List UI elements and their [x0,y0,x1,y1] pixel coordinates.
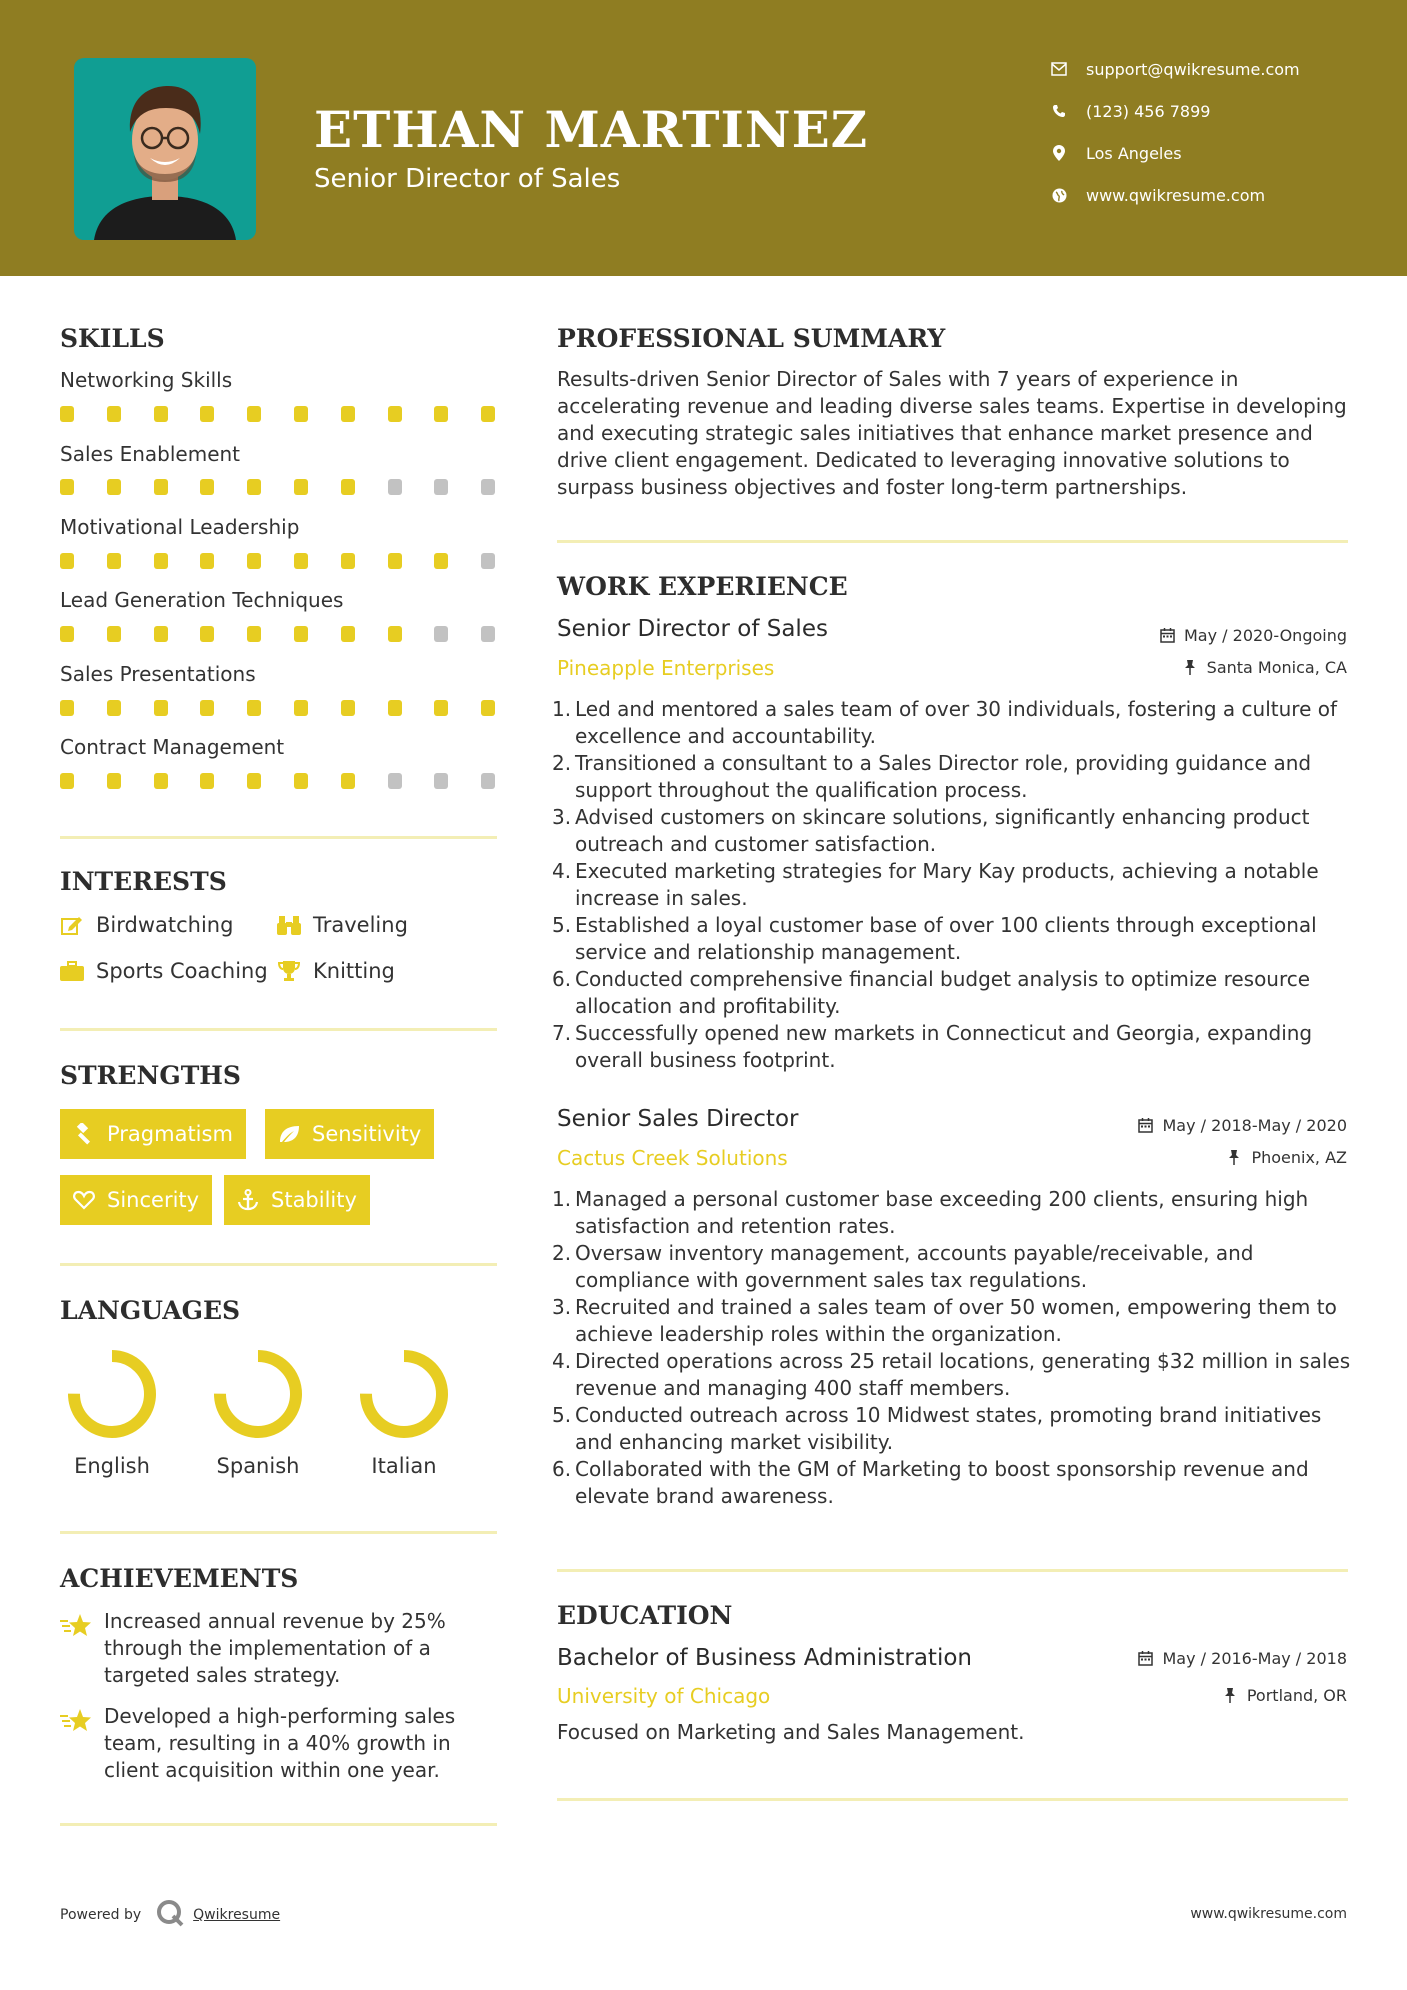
map-pin-icon [1050,144,1068,162]
contact-website-text: www.qwikresume.com [1086,185,1266,205]
binoculars-icon [277,913,301,937]
job-bullet-text: Advised customers on skincare solutions, significantly enhancing product outreach and customer satisfaction. [575,805,1310,856]
contact-location [1050,140,1390,166]
job-bullet: 4. Executed marketing strategies for Mary Kay products, achieving a notable increase in sales. [552,859,1319,910]
section-divider [60,1823,497,1826]
skill-dot-filled [247,553,261,569]
job-bullet: 2. Oversaw inventory management, accounts payable/receivable, and compliance with government sales tax regulations. [552,1241,1254,1292]
education-date-text: May / 2016-May / 2018 [1162,1649,1347,1668]
pushpin-icon [1226,1150,1242,1166]
skill-dot-filled [294,553,308,569]
pencil-icon [60,913,84,937]
language-name: English [74,1454,150,1478]
interest-label: Knitting [313,959,395,983]
experience-title: WORK EXPERIENCE [557,572,848,601]
contact-email[interactable] [1050,56,1390,82]
education-date [1138,1649,1348,1668]
skill-dot-empty [481,773,495,789]
strength-label: Pragmatism [107,1122,233,1146]
job-bullet: 6. Collaborated with the GM of Marketing to boost sponsorship revenue and elevate brand awareness. [552,1457,1309,1508]
job-bullet-text: Conducted outreach across 10 Midwest states, promoting brand initiatives and enhancing market visibility. [575,1403,1322,1454]
job-date [1138,1116,1348,1135]
job-bullet-text: Oversaw inventory management, accounts payable/receivable, and compliance with government sales tax regulations. [575,1241,1254,1292]
education-location-text: Portland, OR [1246,1686,1347,1705]
header-banner [0,0,1407,276]
skill-dot-filled [294,626,308,642]
job-bullet-text: Led and mentored a sales team of over 30 individuals, fostering a culture of excellence and accountability. [575,697,1338,748]
interest-label: Birdwatching [96,913,234,937]
job-bullet: 5. Conducted outreach across 10 Midwest states, promoting brand initiatives and enhancing market visibility. [552,1403,1322,1454]
job-bullet-text: Executed marketing strategies for Mary Kay products, achieving a notable increase in sales. [575,859,1319,910]
language-name: Italian [371,1454,437,1478]
skill-dot-filled [434,700,448,716]
education-description: Focused on Marketing and Sales Management. [557,1720,1025,1744]
language-arc [366,1356,442,1432]
skill-name: Sales Presentations [60,662,256,686]
strength-label: Sincerity [107,1188,200,1212]
degree-title: Bachelor of Business Administration [557,1645,972,1671]
achievement-item [60,1703,500,1784]
skill-dot-filled [107,553,121,569]
trophy-icon [277,959,301,983]
calendar-icon [1138,1651,1154,1667]
shooting-star-icon [60,1612,92,1638]
job-bullet: 3. Recruited and trained a sales team of over 50 women, empowering them to achieve leadership roles within the organization. [552,1295,1337,1346]
pushpin-icon [1182,660,1198,676]
language-progress-ring [356,1346,452,1442]
contact-location-text: Los Angeles [1086,143,1182,163]
skill-dot-filled [294,406,308,422]
job-bullet-text: Established a loyal customer base of over 100 clients through exceptional service and relationship management. [575,913,1317,964]
skill-dot-filled [388,406,402,422]
skill-dot-filled [388,626,402,642]
skill-dot-filled [60,773,74,789]
interests-title: INTERESTS [60,867,227,896]
job-location-text: Phoenix, AZ [1251,1148,1347,1167]
skill-dot-filled [200,773,214,789]
skill-dot-filled [341,406,355,422]
pushpin-icon [1222,1688,1238,1704]
strength-label: Sensitivity [312,1122,422,1146]
section-divider [60,836,497,839]
languages-title: LANGUAGES [60,1296,241,1325]
skill-dot-filled [154,773,168,789]
job-bullet: 1. Led and mentored a sales team of over 30 individuals, fostering a culture of excellence and accountability. [552,697,1338,748]
summary-text: Results-driven Senior Director of Sales with 7 years of experience in accelerating revenue and leading diverse sales teams. Expertise in developing and executing strategic sales initiatives that enhance market presence and drive client engagement. Dedicated to leveraging innovative solutions to surpass business objectives and foster long-term partnerships. [557,367,1347,499]
strengths-title: STRENGTHS [60,1061,241,1090]
skill-dot-filled [341,626,355,642]
skill-dot-empty [388,479,402,495]
school-name: University of Chicago [557,1684,771,1708]
skill-dot-filled [247,700,261,716]
powered-by-text: Powered by [60,1907,142,1923]
section-divider [60,1263,497,1266]
skill-dot-filled [294,773,308,789]
interest-item [60,912,233,938]
job-bullet-text: Managed a personal customer base exceeding 200 clients, ensuring high satisfaction and retention rates. [575,1187,1309,1238]
skill-dot-filled [200,700,214,716]
skill-dot-empty [481,479,495,495]
strength-tag [265,1109,434,1159]
briefcase-icon [60,959,84,983]
job-title: Senior Director of Sales [557,616,828,642]
job-location [1182,658,1347,677]
job-bullet: 3. Advised customers on skincare solutions, significantly enhancing product outreach and customer satisfaction. [552,805,1310,856]
section-divider [60,1531,497,1534]
skill-name: Motivational Leadership [60,515,300,539]
language-progress-ring [64,1346,160,1442]
job-bullet: 4. Directed operations across 25 retail locations, generating $32 million in sales revenue and managing 400 staff members. [552,1349,1351,1400]
job-bullet-text: Recruited and trained a sales team of over 50 women, empowering them to achieve leadership roles within the organization. [575,1295,1337,1346]
skill-dot-filled [247,479,261,495]
skill-dot-filled [60,479,74,495]
job-bullet-text: Conducted comprehensive financial budget analysis to optimize resource allocation and profitability. [575,967,1311,1018]
qwikresume-logo-icon [155,1898,185,1932]
skill-rating [60,479,500,495]
job-bullets [552,1186,1357,1510]
calendar-icon [1138,1118,1154,1134]
strength-label: Stability [271,1188,357,1212]
interest-label: Sports Coaching [96,959,268,983]
candidate-name: ETHAN MARTINEZ [314,100,869,159]
job-title: Senior Sales Director [557,1106,799,1132]
job-bullet-text: Successfully opened new markets in Connecticut and Georgia, expanding overall business footprint. [575,1021,1313,1072]
strength-tag [60,1109,246,1159]
interest-label: Traveling [313,913,408,937]
job-bullet-text: Directed operations across 25 retail locations, generating $32 million in sales revenue and managing 400 staff members. [575,1349,1351,1400]
footer-powered-by [60,1898,280,1932]
skill-name: Contract Management [60,735,285,759]
skill-dot-filled [434,406,448,422]
skill-dot-filled [200,553,214,569]
contact-email-text: support@qwikresume.com [1086,59,1300,79]
interest-item [277,912,408,938]
skill-dot-filled [388,700,402,716]
strength-tag [224,1175,370,1225]
language-item [52,1346,172,1478]
heart-icon [73,1189,95,1211]
skill-dot-filled [247,773,261,789]
skill-name: Sales Enablement [60,442,241,466]
section-divider [557,1569,1348,1572]
interest-item [60,958,268,984]
contact-phone-text: (123) 456 7899 [1086,101,1211,121]
job-location [1226,1148,1347,1167]
skill-dot-filled [481,406,495,422]
skill-dot-filled [247,626,261,642]
company-name: Pineapple Enterprises [557,656,775,680]
profile-photo [74,58,256,240]
skill-name: Lead Generation Techniques [60,588,344,612]
gavel-icon [73,1123,95,1145]
skill-dot-empty [434,773,448,789]
anchor-icon [237,1189,259,1211]
skill-dot-filled [154,553,168,569]
globe-icon [1050,186,1068,204]
skill-dot-filled [107,479,121,495]
envelope-icon [1050,60,1068,78]
footer-website[interactable]: www.qwikresume.com [1190,1906,1347,1922]
strength-tag [60,1175,212,1225]
skill-name: Networking Skills [60,368,233,392]
contact-website[interactable] [1050,182,1390,208]
section-divider [557,540,1348,543]
summary-title: PROFESSIONAL SUMMARY [557,324,946,353]
job-bullet: 7. Successfully opened new markets in Connecticut and Georgia, expanding overall business footprint. [552,1021,1313,1072]
skill-dot-filled [200,479,214,495]
qwikresume-link[interactable]: Qwikresume [193,1907,281,1923]
skill-dot-filled [434,553,448,569]
skill-dot-filled [60,700,74,716]
candidate-role: Senior Director of Sales [314,164,621,194]
job-bullet: 1. Managed a personal customer base exceeding 200 clients, ensuring high satisfaction and retention rates. [552,1187,1309,1238]
language-arc [220,1356,296,1432]
skill-dot-empty [434,479,448,495]
achievements-title: ACHIEVEMENTS [60,1564,299,1593]
skill-dot-filled [341,773,355,789]
contact-phone[interactable] [1050,98,1390,124]
skill-dot-filled [60,553,74,569]
job-date [1159,626,1347,645]
skill-dot-filled [154,406,168,422]
achievement-text: Increased annual revenue by 25% through the implementation of a targeted sales strategy. [104,1609,446,1687]
skill-dot-empty [388,773,402,789]
language-arc [74,1356,150,1432]
job-date-text: May / 2020-Ongoing [1184,626,1347,645]
section-divider [557,1798,1348,1801]
skill-rating [60,406,500,422]
job-location-text: Santa Monica, CA [1206,658,1347,677]
skill-dot-filled [294,479,308,495]
skill-dot-filled [247,406,261,422]
achievement-item [60,1608,500,1689]
skill-dot-filled [60,626,74,642]
interest-item [277,958,395,984]
skill-dot-filled [107,626,121,642]
language-progress-ring [210,1346,306,1442]
skill-dot-filled [388,553,402,569]
job-bullet: 6. Conducted comprehensive financial budget analysis to optimize resource allocation and profitability. [552,967,1311,1018]
skill-dot-filled [154,626,168,642]
job-bullet: 5. Established a loyal customer base of over 100 clients through exceptional service and relationship management. [552,913,1317,964]
language-name: Spanish [216,1454,300,1478]
skill-dot-filled [200,626,214,642]
phone-icon [1050,102,1068,120]
skill-dot-filled [341,553,355,569]
skill-dot-filled [341,700,355,716]
skill-dot-filled [154,479,168,495]
education-location [1222,1686,1347,1705]
job-bullet: 2. Transitioned a consultant to a Sales Director role, providing guidance and support throughout the qualification process. [552,751,1312,802]
job-date-text: May / 2018-May / 2020 [1162,1116,1347,1135]
skills-title: SKILLS [60,324,165,353]
skill-dot-empty [481,553,495,569]
language-item [198,1346,318,1478]
language-item [344,1346,464,1478]
skill-dot-filled [107,700,121,716]
skill-rating [60,773,500,789]
skill-rating [60,553,500,569]
shooting-star-icon [60,1707,92,1733]
skill-dot-filled [200,406,214,422]
skill-rating [60,626,500,642]
achievement-text: Developed a high-performing sales team, resulting in a 40% growth in client acquisition within one year. [104,1704,456,1782]
calendar-icon [1159,628,1175,644]
skill-dot-filled [481,700,495,716]
skill-dot-empty [434,626,448,642]
job-bullet-text: Transitioned a consultant to a Sales Director role, providing guidance and support throughout the qualification process. [575,751,1312,802]
company-name: Cactus Creek Solutions [557,1146,788,1170]
job-bullet-text: Collaborated with the GM of Marketing to boost sponsorship revenue and elevate brand awareness. [575,1457,1309,1508]
skill-dot-filled [341,479,355,495]
skill-dot-empty [481,626,495,642]
education-title: EDUCATION [557,1601,733,1630]
job-bullets [552,696,1357,1074]
skill-dot-filled [294,700,308,716]
skill-dot-filled [107,406,121,422]
leaf-icon [278,1123,300,1145]
skill-dot-filled [60,406,74,422]
skill-dot-filled [107,773,121,789]
skill-rating [60,700,500,716]
skill-dot-filled [154,700,168,716]
section-divider [60,1028,497,1031]
